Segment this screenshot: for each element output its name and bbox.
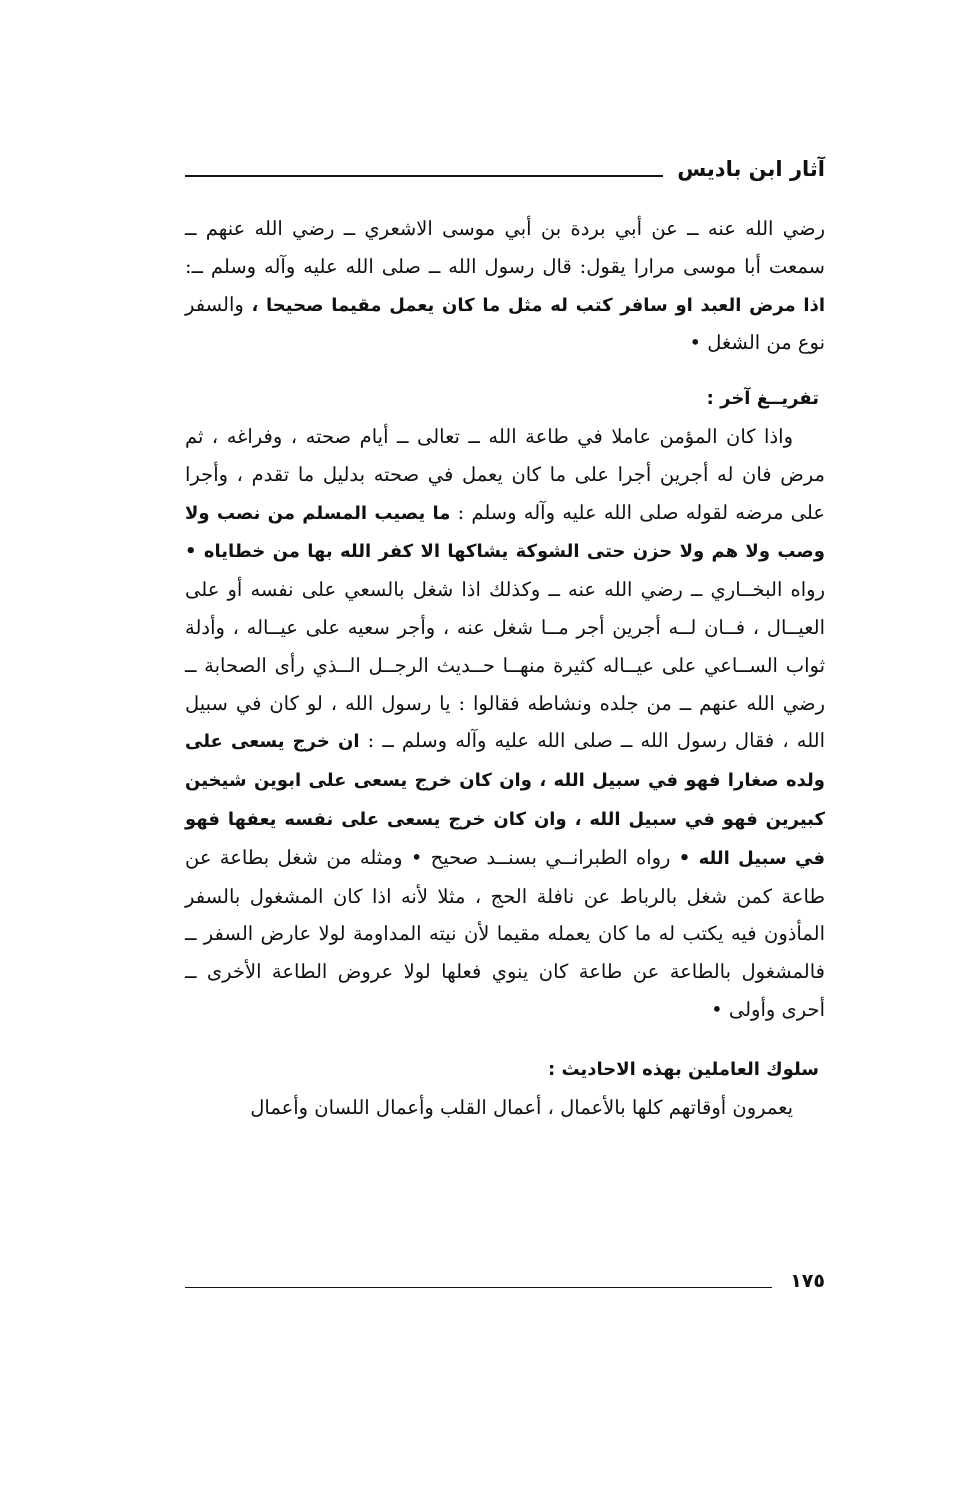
page-number: ١٧٥ xyxy=(790,1270,825,1292)
paragraph-text: رواه الطبرانــي بسنــد صحيح • ومثله من شغل بطاعة عن طاعة كمن شغل بالرباط عن نافلة الحج ، مثلا لأنه اذا كان المشغول بالسفر المأذون فيه يكتب له ما كان يعمله مقيما لأن نيته المداومة لولا عارض السفر ــ فالمشغول بالطاعة عن طاعة كان ينوي فعلها لولا عروض الطاعة الأخرى ــ أحرى وأولى • xyxy=(185,845,825,1021)
running-header xyxy=(185,145,825,181)
hadith-chain: رضي الله عنه ــ عن أبي بردة بن أبي موسى الاشعري ــ رضي الله عنهم ــ سمعت أبا موسى مرارا يقول: قال رسول الله ــ صلى الله عليه وآله وسلم ــ: xyxy=(185,217,825,278)
hadith-text: ان خرج يسعى على ولده صغارا فهو في سبيل الله ، وان كان خرج يسعى على ابوين شيخين كبيرين فهو في سبيل الله ، وان كان خرج يسعى على نفسه يعفها فهو في سبيل الله • xyxy=(185,731,825,869)
paragraph-text: يعمرون أوقاتهم كلها بالأعمال ، أعمال القلب وأعمال اللسان وأعمال xyxy=(250,1095,793,1119)
footer-rule xyxy=(185,1287,772,1288)
page-footer xyxy=(185,1262,825,1292)
header-rule xyxy=(185,175,663,177)
paragraph-3 xyxy=(185,1089,825,1127)
paragraph-text: رواه البخــاري ــ رضي الله عنه ــ وكذلك اذا شغل بالسعي على نفسه أو على العيــال ، فــان لــه أجرين أجر مــا شغل عنه ، وأجر سعيه على عيــاله ، وأدلة ثواب الســاعي على عيــاله كثيرة منهــا حــديث الرجــل الــذي رأى الصحابة ــ رضي الله عنهم ــ من جلده ونشاطه فقالوا : يا رسول الله ، لو كان في سبيل الله ، فقال رسول الله ــ صلى الله عليه وآله وسلم ــ : xyxy=(185,578,826,753)
book-title: آثار ابن باديس xyxy=(677,157,825,181)
section-heading: سلوك العاملين بهذه الاحاديث : xyxy=(547,1058,819,1080)
paragraph-text: والسفر نوع من الشغل • xyxy=(185,292,825,355)
hadith-text: ما يصيب المسلم من نصب ولا وصب ولا هم ولا حزن حتى الشوكة يشاكها الا كفر الله بها من خطاياه • xyxy=(185,502,825,563)
paragraph-2 xyxy=(185,418,825,1029)
page-body xyxy=(185,210,825,1126)
section-heading: تفريــغ آخر : xyxy=(706,388,819,410)
spacer xyxy=(185,1029,825,1051)
paragraph-1 xyxy=(185,210,825,362)
hadith-text: اذا مرض العبد او سافر كتب له مثل ما كان يعمل مقيما صحيحا ، xyxy=(251,294,825,316)
spacer xyxy=(185,362,825,380)
paragraph-text: واذا كان المؤمن عاملا في طاعة الله ــ تعالى ــ أيام صحته ، وفراغه ، ثم مرض فان له أجرين أجرا على ما كان يعمل في صحته بدليل ما تقدم ، وأجرا على مرضه لقوله صلى الله عليه وآله وسلم : xyxy=(185,424,825,524)
